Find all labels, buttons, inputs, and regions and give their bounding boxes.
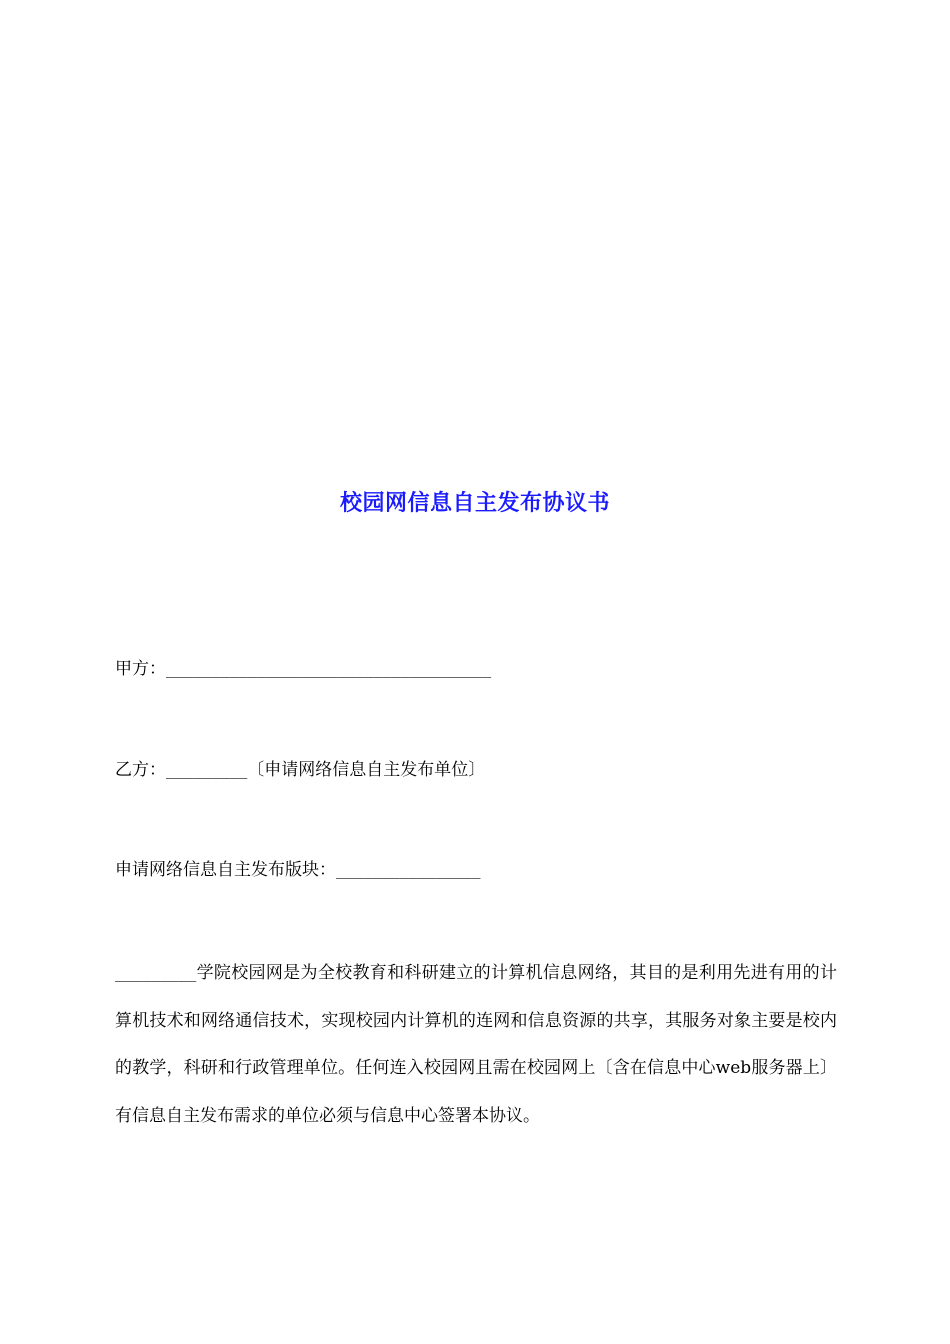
section-blank: ________________: [336, 861, 481, 879]
document-title: 校园网信息自主发布协议书: [339, 491, 610, 516]
section-line: [115, 858, 481, 882]
party-b-note: 〔申请网络信息自主发布单位〕: [247, 760, 486, 780]
party-b-line: [115, 758, 485, 782]
agreement-paragraph: [115, 950, 837, 1140]
party-a-line: [115, 657, 491, 681]
party-b-blank: _________: [166, 761, 248, 779]
paragraph-text: 学院校园网是为全校教育和科研建立的计算机信息网络，其目的是利用先进有用的计算机技术和网络通信技术，实现校园内计算机的连网和信息资源的共享，其服务对象主要是校内的教学，科研和行政管理单位。任何连入校园网且需在校园网上〔含在信息中心web服务器上〕有信息自主发布需求的单位必须与信息中心签署本协议。: [115, 963, 837, 1126]
paragraph-blank: _________: [115, 964, 197, 982]
party-b-label: 乙方：: [115, 760, 166, 780]
party-a-blank: ____________________________________: [166, 660, 492, 678]
party-a-label: 甲方：: [115, 659, 166, 679]
section-label: 申请网络信息自主发布版块：: [115, 860, 336, 880]
